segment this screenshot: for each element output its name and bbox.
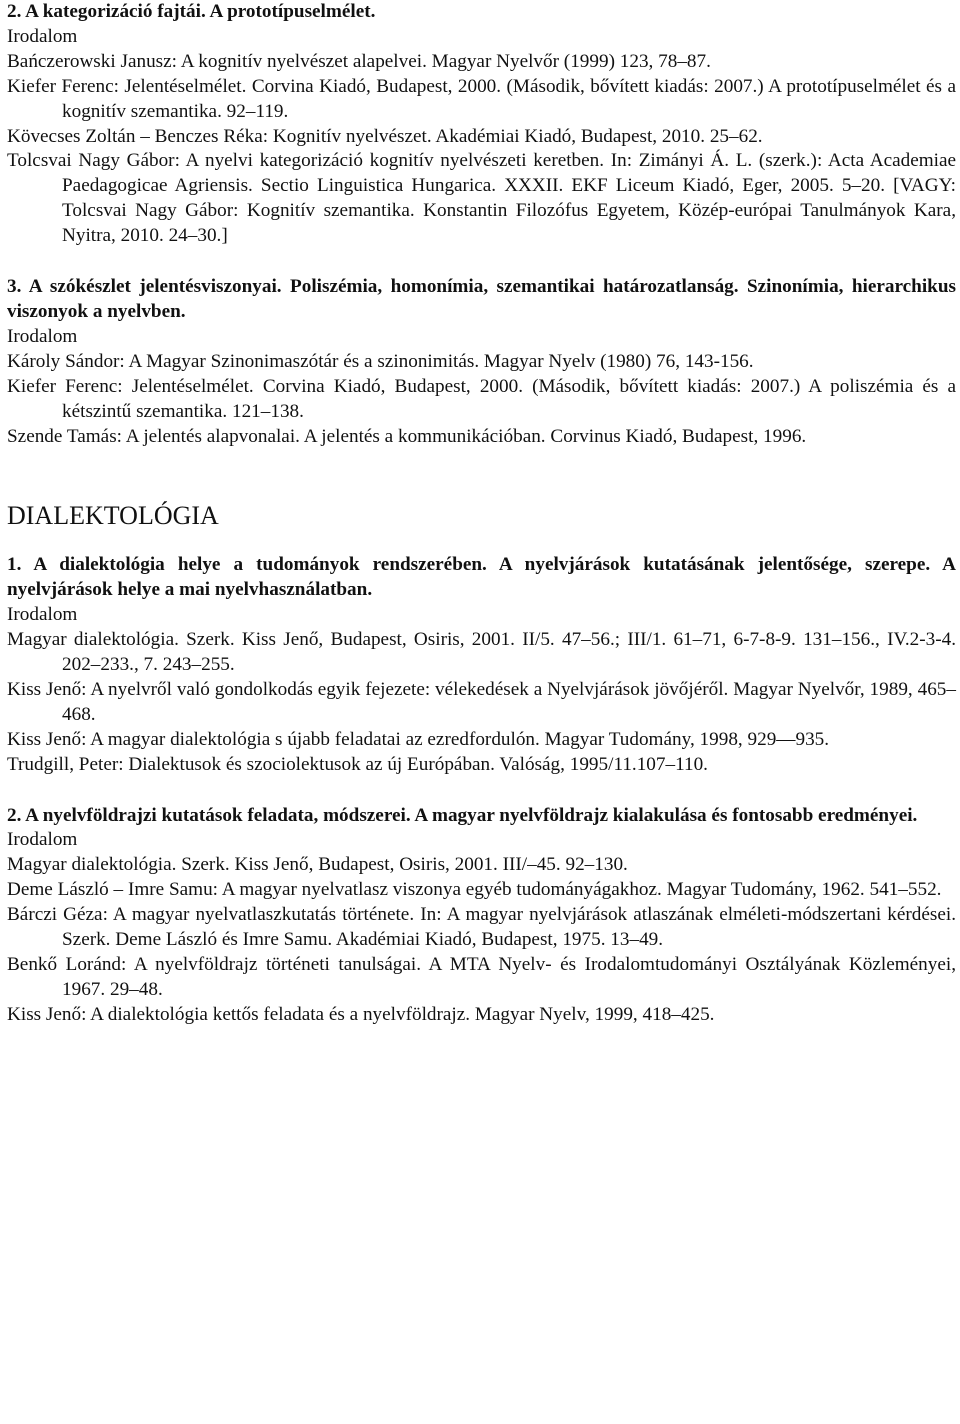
section-subheading: Irodalom — [7, 829, 78, 851]
spacer — [7, 778, 956, 804]
section-2 — [7, 0, 956, 249]
section-heading: 2. A nyelvföldrajzi kutatások feladata, módszerei. A magyar nyelvföldrajz kialakulása és fontosabb eredményei. — [7, 804, 918, 826]
chapter-section-1 — [7, 553, 956, 777]
spacer — [7, 533, 956, 553]
section-3 — [7, 275, 956, 449]
bibliography-entry: Benkő Loránd: A nyelvföldrajz történeti tanulságai. A MTA Nyelv- és Irodalomtudományi Osztályának Közleményei, 1967. 29–48. — [7, 954, 956, 1000]
bibliography-entry: Kiss Jenő: A dialektológia kettős feladata és a nyelvföldrajz. Magyar Nyelv, 1999, 418–425. — [7, 1003, 715, 1025]
chapter-section-2 — [7, 804, 956, 1028]
section-subheading: Irodalom — [7, 604, 78, 626]
spacer — [7, 249, 956, 275]
bibliography-entry: Szende Tamás: A jelentés alapvonalai. A jelentés a kommunikációban. Corvinus Kiadó, Budapest, 1996. — [7, 425, 807, 447]
bibliography-entry: Magyar dialektológia. Szerk. Kiss Jenő, Budapest, Osiris, 2001. II/5. 47–56.; III/1. 61–71, 6-7-8-9. 131–156., IV.2-3-4. 202–233., 7. 243–255. — [7, 629, 956, 676]
section-heading: 1. A dialektológia helye a tudományok rendszerében. A nyelvjárások kutatásának jelentősége, szerepe. A nyelvjárások helye a mai nyelvhasználatban. — [7, 554, 956, 601]
bibliography-entry: Bańczerowski Janusz: A kognitív nyelvészet alapelvei. Magyar Nyelvőr (1999) 123, 78–87. — [7, 50, 711, 72]
bibliography-entry: Trudgill, Peter: Dialektusok és szociolektusok az új Európában. Valóság, 1995/11.107–110. — [7, 753, 708, 775]
bibliography-entry: Károly Sándor: A Magyar Szinonimaszótár és a szinonimitás. Magyar Nyelv (1980) 76, 143-156. — [7, 350, 754, 372]
section-heading: 3. A szókészlet jelentésviszonyai. Poliszémia, homonímia, szemantikai határozatlanság. Szinonímia, hierarchikus viszonyok a nyelvben. — [7, 276, 956, 322]
section-heading: 2. A kategorizáció fajtái. A prototípuselmélet. — [7, 1, 376, 22]
bibliography-entry: Bárczi Géza: A magyar nyelvatlaszkutatás története. In: A magyar nyelvjárások atlaszának elméleti-módszertani kérdései. Szerk. Deme László és Imre Samu. Akadémiai Kiadó, Budapest, 1975. 13–49. — [7, 904, 956, 951]
bibliography-entry: Kövecses Zoltán – Benczes Réka: Kognitív nyelvészet. Akadémiai Kiadó, Budapest, 2010. 25–62. — [7, 125, 763, 147]
bibliography-entry: Magyar dialektológia. Szerk. Kiss Jenő, Budapest, Osiris, 2001. III/–45. 92–130. — [7, 854, 628, 876]
bibliography-entry: Kiss Jenő: A magyar dialektológia s újabb feladatai az ezredfordulón. Magyar Tudomány, 1998, 929—935. — [7, 728, 830, 750]
bibliography-entry: Kiefer Ferenc: Jelentéselmélet. Corvina Kiadó, Budapest, 2000. (Második, bővített kiadás: 2007.) A prototípuselmélet és a kognitív szemantika. 92–119. — [7, 75, 956, 122]
chapter-title: DIALEKTOLÓGIA — [7, 501, 219, 531]
bibliography-entry: Deme László – Imre Samu: A magyar nyelvatlasz viszonya egyéb tudományágakhoz. Magyar Tudomány, 1962. 541–552. — [7, 879, 942, 901]
section-subheading: Irodalom — [7, 325, 78, 347]
bibliography-entry: Tolcsvai Nagy Gábor: A nyelvi kategorizáció kognitív nyelvészeti keretben. In: Zimányi Á. L. (szerk.): Acta Academiae Paedagogicae Agriensis. Sectio Linguistica Hungarica. XXXII. EKF Liceum Kiadó, Eger, 2005. 5–20. [VAGY: Tolcsvai Nagy Gábor: Kognitív szemantika. Konstantin Filozófus Egyetem, Közép-európai Tanulmányok Kara, Nyitra, 2010. 24–30.] — [7, 150, 956, 247]
section-subheading: Irodalom — [7, 25, 78, 47]
bibliography-entry: Kiefer Ferenc: Jelentéselmélet. Corvina Kiadó, Budapest, 2000. (Második, bővített kiadás: 2007.) A poliszémia és a kétszintű szemantika. 121–138. — [7, 375, 956, 422]
spacer — [7, 449, 956, 499]
bibliography-entry: Kiss Jenő: A nyelvről való gondolkodás egyik fejezete: vélekedések a Nyelvjárások jövőjéről. Magyar Nyelvőr, 1989, 465–468. — [7, 678, 956, 725]
